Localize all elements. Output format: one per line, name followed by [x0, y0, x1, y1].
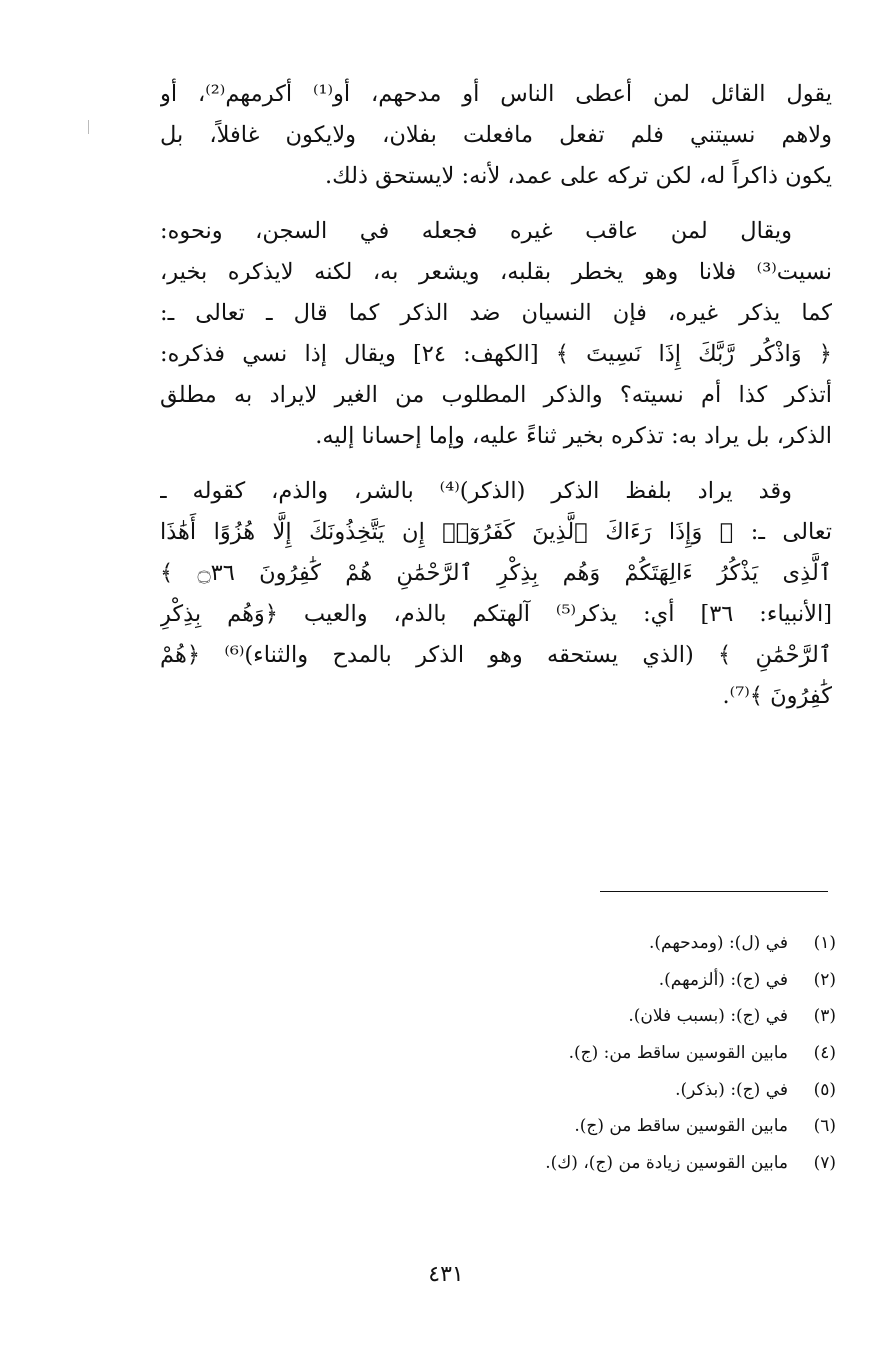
text-line: ٱلَّذِى يَذْكُرُ ءَالِهَتَكُمْ وَهُم بِذِكْرِ ٱلرَّحْمَٰنِ هُمْ كَٰفِرُونَ ۝٣٦ ﴾: [160, 560, 832, 586]
text-line: ويقال لمن عاقب غيره فجعله في السجن، ونحوه:: [160, 218, 792, 244]
footnote-text: في (ل): (ومدحهم).: [648, 933, 788, 953]
footnote-item: [300, 1072, 836, 1109]
text-line: يقول القائل لمن أعطى الناس أو مدحهم، أو⁽¹⁾ أكرمهم⁽²⁾، أو: [160, 81, 832, 107]
footnote-text: في (ج): (بسبب فلان).: [628, 1006, 788, 1027]
footnote-item: [300, 925, 836, 962]
footnote-text: مابين القوسين ساقط من (ج).: [574, 1116, 788, 1137]
text-line: كما يذكر غيره، فإن النسيان ضد الذكر كما قال ـ تعالى ـ:: [160, 300, 832, 326]
footnote-text: مابين القوسين زيادة من (ج)، (ك).: [545, 1153, 788, 1174]
text-line: الذكر، بل يراد به: تذكره بخير ثناءً عليه، وإما إحسانا إليه.: [315, 423, 832, 449]
scan-margin-mark: [88, 120, 89, 134]
text-line: نسيت⁽³⁾ فلانا وهو يخطر بقلبه، ويشعر به، لكنه لايذكره بخير،: [160, 259, 832, 285]
footnote-number: (٧): [813, 1153, 836, 1174]
paragraph-gap: [160, 197, 832, 211]
footnote-item: [300, 1145, 836, 1182]
footnotes: [300, 925, 836, 1182]
footnote-text: مابين القوسين ساقط من: (ج).: [568, 1043, 788, 1064]
footnote-number: (٥): [813, 1079, 836, 1100]
main-text: [160, 74, 832, 717]
text-line: وقد يراد بلفظ الذكر (الذكر)⁽⁴⁾ بالشر، والذم، كقوله ـ: [160, 478, 793, 504]
footnote-item: [300, 962, 836, 999]
footnote-text: في (ج): (ألزمهم).: [658, 969, 788, 990]
text-line: [الأنبياء: ٣٦] أي: يذكر⁽⁵⁾ آلهتكم بالذم، والعيب ﴿وَهُم بِذِكْرِ: [160, 601, 832, 627]
footnote-number: (٢): [813, 969, 836, 990]
text-line: كَٰفِرُونَ ﴾⁽⁷⁾.: [722, 683, 832, 709]
text-line: ٱلرَّحْمَٰنِ ﴾ (الذي يستحقه وهو الذكر بالمدح والثناء)⁽⁶⁾ ﴿هُمْ: [160, 642, 832, 668]
text-line: أتذكر كذا أم نسيته؟ والذكر المطلوب من الغير لايراد به مطلق: [160, 382, 832, 408]
footnote-item: [300, 998, 836, 1035]
footnote-number: (٣): [813, 1006, 836, 1027]
text-line: ولاهم نسيتني فلم تفعل مافعلت بفلان، ولايكون غافلاً، بل: [160, 122, 832, 148]
footnote-text: في (ج): (بذكر).: [675, 1079, 788, 1100]
page-number: ٤٣١: [428, 1262, 464, 1287]
text-line: يكون ذاكراً له، لكن تركه على عمد، لأنه: لايستحق ذلك.: [325, 163, 832, 189]
footnote-number: (٤): [813, 1043, 836, 1064]
footnote-item: [300, 1108, 836, 1145]
text-line: تعالى ـ: ﴿ وَإِذَا رَءَاكَ ٱلَّذِينَ كَفَرُوٓا۟ إِن يَتَّخِذُونَكَ إِلَّا هُزُوًا أَهَٰذَا: [160, 519, 832, 545]
footnote-number: (١): [813, 933, 836, 953]
footnote-item: [300, 1035, 836, 1072]
text-line: ﴿ وَاذْكُر رَّبَّكَ إِذَا نَسِيتَ ﴾ [الكهف: ٢٤] ويقال إذا نسي فذكره:: [160, 341, 832, 367]
footnote-divider: [600, 891, 828, 892]
footnote-number: (٦): [813, 1116, 836, 1137]
paragraph-gap: [160, 457, 832, 471]
